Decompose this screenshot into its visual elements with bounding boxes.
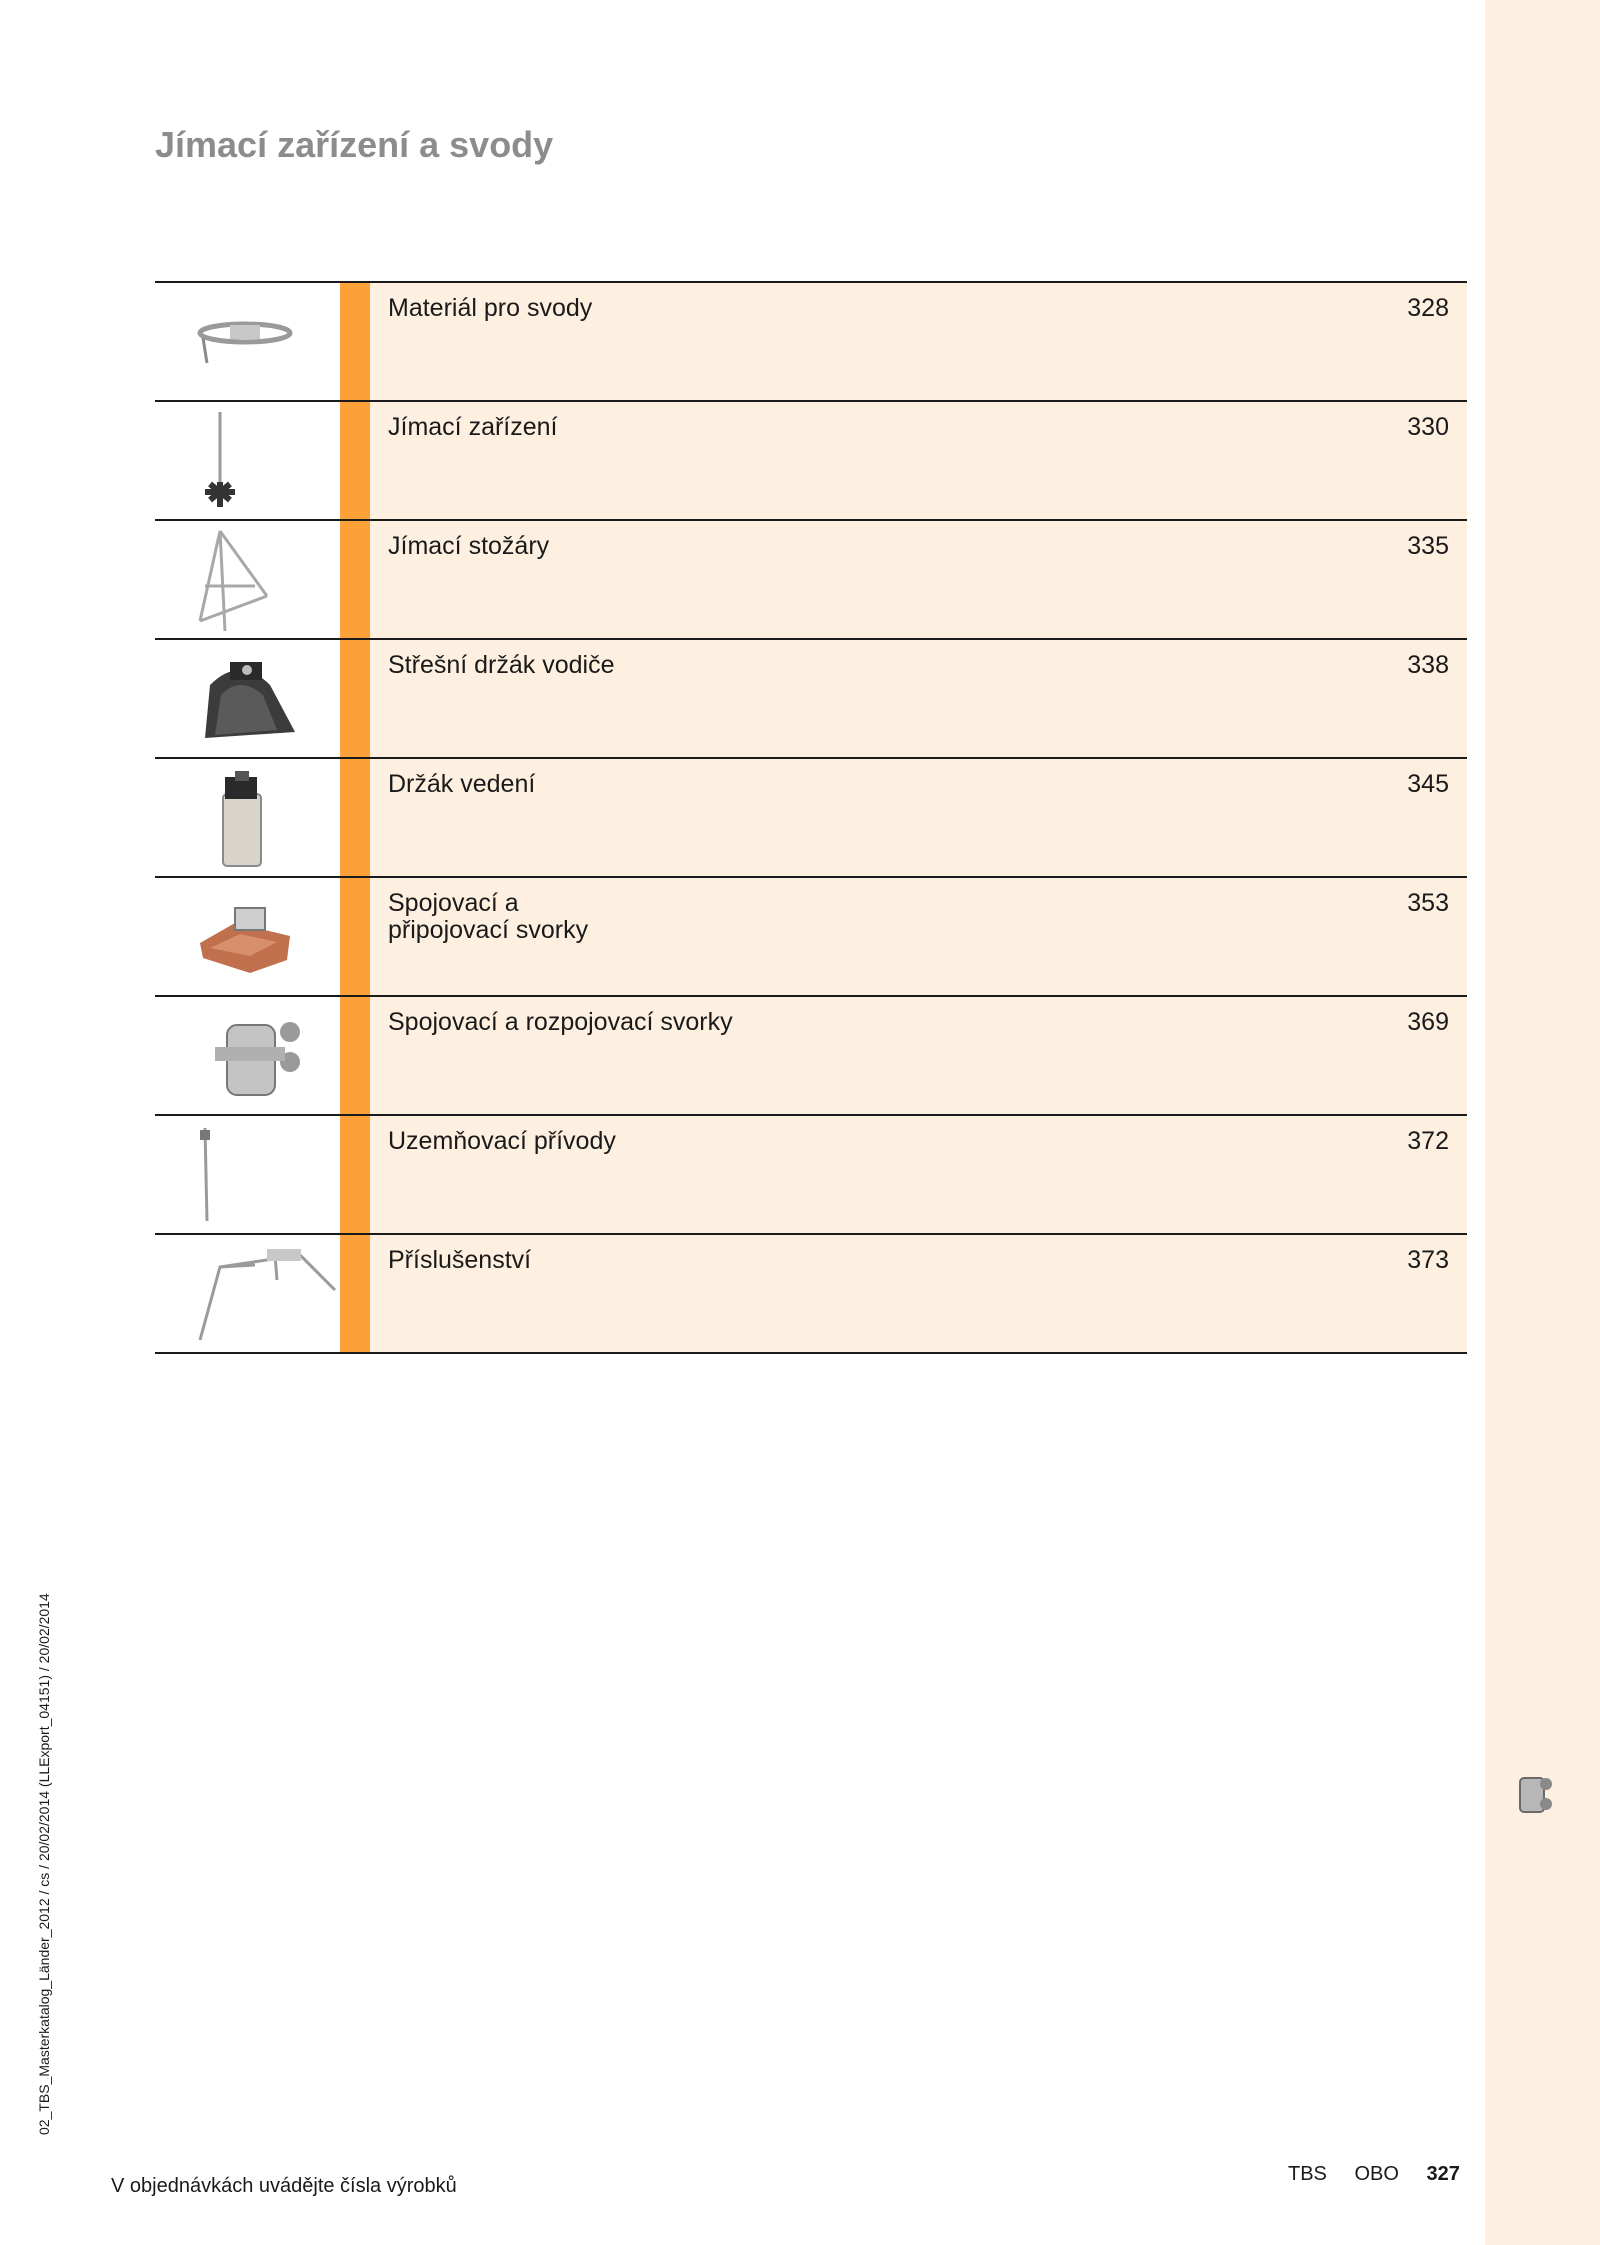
- toc-page-number[interactable]: 372: [1407, 1127, 1449, 1155]
- side-strip: [1485, 0, 1600, 2245]
- footer-brand: [1288, 2163, 1460, 2186]
- toc-page-number[interactable]: 338: [1407, 651, 1449, 679]
- accent-bar: [340, 402, 370, 519]
- accessory-stand-icon: [155, 1235, 340, 1352]
- print-metadata-text: 02_TBS_Masterkatalog_Länder_2012 / cs / 20/02/2014 (LLExport_04151) / 20/02/2014: [36, 1593, 52, 2135]
- toc-label[interactable]: Materiál pro svody: [388, 294, 593, 322]
- toc-cell: [370, 1235, 1467, 1352]
- toc-table: [155, 281, 1467, 1354]
- toc-page-number[interactable]: 330: [1407, 413, 1449, 441]
- toc-cell: [370, 640, 1467, 757]
- roof-conductor-holder-icon: [155, 640, 340, 757]
- accent-bar: [340, 878, 370, 995]
- toc-cell: [370, 521, 1467, 638]
- toc-row[interactable]: [155, 759, 1467, 878]
- toc-label[interactable]: Uzemňovací přívody: [388, 1127, 616, 1155]
- toc-row[interactable]: [155, 402, 1467, 521]
- accent-bar: [340, 640, 370, 757]
- toc-cell: [370, 402, 1467, 519]
- toc-page-number[interactable]: 369: [1407, 1008, 1449, 1036]
- toc-label[interactable]: Jímací stožáry: [388, 532, 550, 560]
- footer-brand-obo: OBO: [1354, 2163, 1399, 2185]
- toc-page-number[interactable]: 335: [1407, 532, 1449, 560]
- toc-row[interactable]: [155, 1116, 1467, 1235]
- toc-label[interactable]: Jímací zařízení: [388, 413, 558, 441]
- side-tab-clamp-icon: [1512, 1768, 1557, 1823]
- accent-bar: [340, 521, 370, 638]
- accent-bar: [340, 759, 370, 876]
- toc-cell: [370, 759, 1467, 876]
- toc-page-number[interactable]: 345: [1407, 770, 1449, 798]
- toc-cell: [370, 283, 1467, 400]
- page-title: Jímací zařízení a svody: [155, 124, 554, 165]
- toc-cell: [370, 1116, 1467, 1233]
- footer-brand-tbs: TBS: [1288, 2163, 1327, 2185]
- toc-cell: [370, 997, 1467, 1114]
- accent-bar: [340, 1116, 370, 1233]
- toc-label[interactable]: Spojovací a rozpojovací svorky: [388, 1008, 733, 1036]
- toc-row[interactable]: [155, 878, 1467, 997]
- line-holder-icon: [155, 759, 340, 876]
- toc-row[interactable]: [155, 1235, 1467, 1354]
- disconnecting-clamp-icon: [155, 997, 340, 1114]
- earthing-lead-icon: [155, 1116, 340, 1233]
- footer-note: V objednávkách uvádějte čísla výrobků: [111, 2175, 457, 2197]
- footer-page-number: 327: [1426, 2163, 1460, 2185]
- toc-row[interactable]: [155, 640, 1467, 759]
- accent-bar: [340, 1235, 370, 1352]
- toc-page-number[interactable]: 373: [1407, 1246, 1449, 1274]
- toc-page-number[interactable]: 353: [1407, 889, 1449, 917]
- toc-page-number[interactable]: 328: [1407, 294, 1449, 322]
- toc-label[interactable]: Příslušenství: [388, 1246, 532, 1274]
- toc-row[interactable]: [155, 283, 1467, 402]
- copper-clamp-icon: [155, 878, 340, 995]
- toc-row[interactable]: [155, 521, 1467, 640]
- toc-label[interactable]: Střešní držák vodiče: [388, 651, 615, 679]
- toc-label[interactable]: Držák vedení: [388, 770, 536, 798]
- toc-cell: [370, 878, 1467, 995]
- toc-label[interactable]: Spojovací a připojovací svorky: [388, 889, 589, 944]
- air-terminal-rod-icon: [155, 402, 340, 519]
- tripod-mast-icon: [155, 521, 340, 638]
- toc-row[interactable]: [155, 997, 1467, 1116]
- accent-bar: [340, 283, 370, 400]
- strap-holder-icon: [155, 283, 340, 400]
- accent-bar: [340, 997, 370, 1114]
